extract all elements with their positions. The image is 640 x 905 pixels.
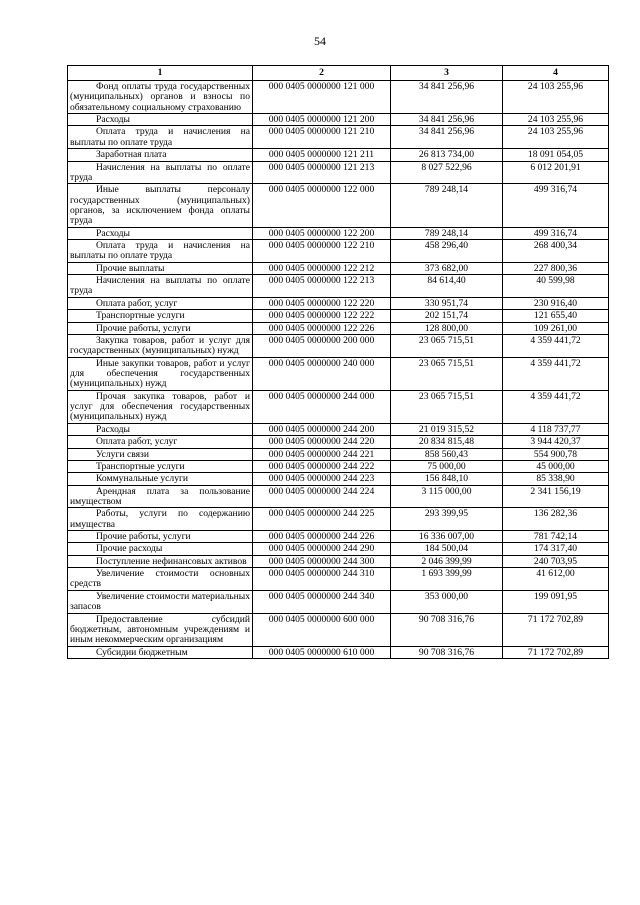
row-code: 000 0405 0000000 121 000 xyxy=(253,81,391,114)
row-value-col4: 136 282,36 xyxy=(503,508,609,531)
table-row xyxy=(68,508,609,531)
row-value-col3: 23 065 715,51 xyxy=(391,390,503,423)
row-code: 000 0405 0000000 244 290 xyxy=(253,543,391,555)
page-number: 54 xyxy=(314,34,326,48)
row-name-cell xyxy=(68,460,253,472)
row-name-cell xyxy=(68,508,253,531)
row-value-col4: 554 900,78 xyxy=(503,448,609,460)
row-name: Прочие работы, услуги xyxy=(96,531,191,543)
row-value-col4: 24 103 255,96 xyxy=(503,81,609,114)
row-name: Прочие работы, услуги xyxy=(96,322,191,334)
row-name-cell xyxy=(68,184,253,227)
row-value-col4: 85 338,90 xyxy=(503,473,609,485)
row-code: 000 0405 0000000 122 220 xyxy=(253,297,391,309)
table-row xyxy=(68,227,609,239)
row-value-col3: 23 065 715,51 xyxy=(391,334,503,357)
row-code: 000 0405 0000000 600 000 xyxy=(253,613,391,646)
column-header-1: 1 xyxy=(68,66,253,81)
row-name: Услуги связи xyxy=(96,448,149,460)
row-name: Фонд оплаты труда государственных (муниципальных) органов и взносы по обязательному социальному страхованию xyxy=(70,81,250,113)
row-name: Расходы xyxy=(96,423,131,435)
row-code: 000 0405 0000000 610 000 xyxy=(253,646,391,658)
table-row xyxy=(68,161,609,184)
row-value-col3: 202 151,74 xyxy=(391,310,503,322)
row-value-col3: 1 693 399,99 xyxy=(391,568,503,591)
table-row xyxy=(68,531,609,543)
table-row xyxy=(68,473,609,485)
row-value-col3: 90 708 316,76 xyxy=(391,613,503,646)
column-header-3: 3 xyxy=(391,66,503,81)
row-code: 000 0405 0000000 244 226 xyxy=(253,531,391,543)
table-body xyxy=(68,81,609,659)
table-row xyxy=(68,149,609,161)
row-value-col3: 128 800,00 xyxy=(391,322,503,334)
row-name-cell xyxy=(68,275,253,298)
row-name-cell xyxy=(68,555,253,567)
table-row xyxy=(68,460,609,472)
row-value-col3: 90 708 316,76 xyxy=(391,646,503,658)
row-value-col4: 3 944 420,37 xyxy=(503,436,609,448)
row-name-cell xyxy=(68,568,253,591)
table-row xyxy=(68,423,609,435)
row-name: Субсидии бюджетным xyxy=(96,646,188,658)
row-name: Заработная плата xyxy=(96,149,167,161)
table-row xyxy=(68,436,609,448)
table-row xyxy=(68,297,609,309)
row-name-cell xyxy=(68,161,253,184)
row-name-cell xyxy=(68,423,253,435)
row-code: 000 0405 0000000 122 210 xyxy=(253,240,391,263)
table-row xyxy=(68,590,609,613)
row-name-cell xyxy=(68,297,253,309)
row-value-col3: 858 560,43 xyxy=(391,448,503,460)
row-code: 000 0405 0000000 244 340 xyxy=(253,590,391,613)
row-name-cell xyxy=(68,310,253,322)
row-value-col4: 2 341 156,19 xyxy=(503,485,609,508)
row-name: Прочие выплаты xyxy=(96,262,165,274)
row-value-col3: 16 336 007,00 xyxy=(391,531,503,543)
row-name-cell xyxy=(68,473,253,485)
table-row xyxy=(68,322,609,334)
table-row xyxy=(68,485,609,508)
row-code: 000 0405 0000000 122 213 xyxy=(253,275,391,298)
row-name-cell xyxy=(68,357,253,390)
row-value-col4: 45 000,00 xyxy=(503,460,609,472)
row-name-cell xyxy=(68,81,253,114)
row-value-col4: 71 172 702,89 xyxy=(503,613,609,646)
row-code: 000 0405 0000000 240 000 xyxy=(253,357,391,390)
row-name-cell xyxy=(68,485,253,508)
row-value-col3: 23 065 715,51 xyxy=(391,357,503,390)
row-value-col4: 24 103 255,96 xyxy=(503,126,609,149)
table-row xyxy=(68,543,609,555)
row-code: 000 0405 0000000 244 200 xyxy=(253,423,391,435)
row-name: Увеличение стоимости материальных запасов xyxy=(70,590,250,613)
row-name: Транспортные услуги xyxy=(96,460,185,472)
row-code: 000 0405 0000000 244 221 xyxy=(253,448,391,460)
row-value-col4: 781 742,14 xyxy=(503,531,609,543)
row-value-col4: 18 091 054,05 xyxy=(503,149,609,161)
row-name: Арендная плата за пользование имуществом xyxy=(70,485,250,507)
row-value-col3: 156 848,10 xyxy=(391,473,503,485)
row-code: 000 0405 0000000 122 226 xyxy=(253,322,391,334)
table-row xyxy=(68,262,609,274)
row-name-cell xyxy=(68,436,253,448)
row-name-cell xyxy=(68,114,253,126)
row-value-col4: 240 703,95 xyxy=(503,555,609,567)
row-value-col4: 499 316,74 xyxy=(503,227,609,239)
row-name-cell xyxy=(68,448,253,460)
row-value-col4: 71 172 702,89 xyxy=(503,646,609,658)
table-row xyxy=(68,646,609,658)
row-value-col3: 789 248,14 xyxy=(391,227,503,239)
row-value-col4: 40 599,98 xyxy=(503,275,609,298)
row-code: 000 0405 0000000 121 200 xyxy=(253,114,391,126)
row-name: Коммунальные услуги xyxy=(96,473,189,485)
row-code: 000 0405 0000000 200 000 xyxy=(253,334,391,357)
row-name-cell xyxy=(68,126,253,149)
row-name: Закупка товаров, работ и услуг для государственных (муниципальных) нужд xyxy=(70,334,250,357)
row-name: Начисления на выплаты по оплате труда xyxy=(70,275,250,297)
row-name-cell xyxy=(68,646,253,658)
table-row xyxy=(68,568,609,591)
row-name-cell xyxy=(68,390,253,423)
row-code: 000 0405 0000000 244 225 xyxy=(253,508,391,531)
table-row xyxy=(68,126,609,149)
table-row xyxy=(68,81,609,114)
row-code: 000 0405 0000000 244 223 xyxy=(253,473,391,485)
row-name-cell xyxy=(68,240,253,263)
row-name-cell xyxy=(68,613,253,646)
table-row xyxy=(68,613,609,646)
row-name: Иные выплаты персоналу государственных (муниципальных) органов, за исключением фонда оплаты труда xyxy=(70,184,250,227)
row-value-col4: 230 916,40 xyxy=(503,297,609,309)
row-value-col3: 2 046 399,99 xyxy=(391,555,503,567)
row-value-col3: 373 682,00 xyxy=(391,262,503,274)
row-value-col4: 4 359 441,72 xyxy=(503,357,609,390)
row-name: Начисления на выплаты по оплате труда xyxy=(70,161,250,183)
column-header-2: 2 xyxy=(253,66,391,81)
table-row xyxy=(68,275,609,298)
row-code: 000 0405 0000000 122 212 xyxy=(253,262,391,274)
row-value-col3: 34 841 256,96 xyxy=(391,126,503,149)
row-name: Поступление нефинансовых активов xyxy=(96,555,247,567)
row-value-col4: 4 359 441,72 xyxy=(503,334,609,357)
row-value-col3: 21 019 315,52 xyxy=(391,423,503,435)
table-row xyxy=(68,448,609,460)
row-value-col3: 26 813 734,00 xyxy=(391,149,503,161)
row-name: Расходы xyxy=(96,227,131,239)
row-name-cell xyxy=(68,334,253,357)
row-value-col4: 499 316,74 xyxy=(503,184,609,227)
row-name-cell xyxy=(68,149,253,161)
row-code: 000 0405 0000000 244 310 xyxy=(253,568,391,591)
row-code: 000 0405 0000000 244 000 xyxy=(253,390,391,423)
row-name-cell xyxy=(68,262,253,274)
row-value-col3: 84 614,40 xyxy=(391,275,503,298)
row-value-col4: 174 317,40 xyxy=(503,543,609,555)
row-name-cell xyxy=(68,531,253,543)
row-value-col3: 353 000,00 xyxy=(391,590,503,613)
table-row xyxy=(68,114,609,126)
row-code: 000 0405 0000000 121 210 xyxy=(253,126,391,149)
row-value-col4: 24 103 255,96 xyxy=(503,114,609,126)
row-code: 000 0405 0000000 244 220 xyxy=(253,436,391,448)
row-value-col3: 8 027 522,96 xyxy=(391,161,503,184)
row-name: Работы, услуги по содержанию имущества xyxy=(70,508,250,530)
row-name: Предоставление субсидий бюджетным, автономным учреждениям и иным некоммерческим организациям xyxy=(70,613,250,646)
row-code: 000 0405 0000000 244 300 xyxy=(253,555,391,567)
table-row xyxy=(68,184,609,227)
row-name-cell xyxy=(68,543,253,555)
row-value-col4: 41 612,00 xyxy=(503,568,609,591)
row-value-col4: 4 359 441,72 xyxy=(503,390,609,423)
row-name: Оплата труда и начисления на выплаты по оплате труда xyxy=(70,126,250,148)
row-value-col3: 20 834 815,48 xyxy=(391,436,503,448)
row-name: Иные закупки товаров, работ и услуг для обеспечения государственных (муниципальных) нужд xyxy=(70,357,250,390)
row-name: Транспортные услуги xyxy=(96,310,185,322)
budget-table xyxy=(67,65,609,659)
row-value-col4: 268 400,34 xyxy=(503,240,609,263)
row-value-col4: 121 655,40 xyxy=(503,310,609,322)
column-header-4: 4 xyxy=(503,66,609,81)
row-code: 000 0405 0000000 122 222 xyxy=(253,310,391,322)
row-name: Оплата работ, услуг xyxy=(96,297,178,309)
row-code: 000 0405 0000000 121 213 xyxy=(253,161,391,184)
row-value-col4: 199 091,95 xyxy=(503,590,609,613)
row-name: Расходы xyxy=(96,114,131,126)
row-value-col4: 6 012 201,91 xyxy=(503,161,609,184)
row-value-col3: 293 399,95 xyxy=(391,508,503,531)
row-name: Прочая закупка товаров, работ и услуг для обеспечения государственных (муниципальных) нужд xyxy=(70,390,250,423)
row-value-col3: 34 841 256,96 xyxy=(391,81,503,114)
row-name: Прочие расходы xyxy=(96,543,163,555)
row-value-col3: 34 841 256,96 xyxy=(391,114,503,126)
table-header-row xyxy=(68,66,609,81)
row-value-col4: 227 800,36 xyxy=(503,262,609,274)
table-row xyxy=(68,310,609,322)
row-name-cell xyxy=(68,590,253,613)
row-value-col3: 330 951,74 xyxy=(391,297,503,309)
row-name-cell xyxy=(68,227,253,239)
row-code: 000 0405 0000000 121 211 xyxy=(253,149,391,161)
table-row xyxy=(68,390,609,423)
row-name: Оплата работ, услуг xyxy=(96,436,178,448)
table-row xyxy=(68,555,609,567)
row-code: 000 0405 0000000 122 200 xyxy=(253,227,391,239)
row-value-col3: 789 248,14 xyxy=(391,184,503,227)
row-name: Оплата труда и начисления на выплаты по оплате труда xyxy=(70,240,250,262)
row-name-cell xyxy=(68,322,253,334)
row-code: 000 0405 0000000 244 222 xyxy=(253,460,391,472)
table-row xyxy=(68,334,609,357)
row-value-col4: 4 118 737,77 xyxy=(503,423,609,435)
row-name: Увеличение стоимости основных средств xyxy=(70,568,250,590)
row-code: 000 0405 0000000 244 224 xyxy=(253,485,391,508)
row-value-col4: 109 261,00 xyxy=(503,322,609,334)
row-value-col3: 3 115 000,00 xyxy=(391,485,503,508)
row-code: 000 0405 0000000 122 000 xyxy=(253,184,391,227)
table-row xyxy=(68,357,609,390)
row-value-col3: 184 500,04 xyxy=(391,543,503,555)
row-value-col3: 75 000,00 xyxy=(391,460,503,472)
table-row xyxy=(68,240,609,263)
row-value-col3: 458 296,40 xyxy=(391,240,503,263)
